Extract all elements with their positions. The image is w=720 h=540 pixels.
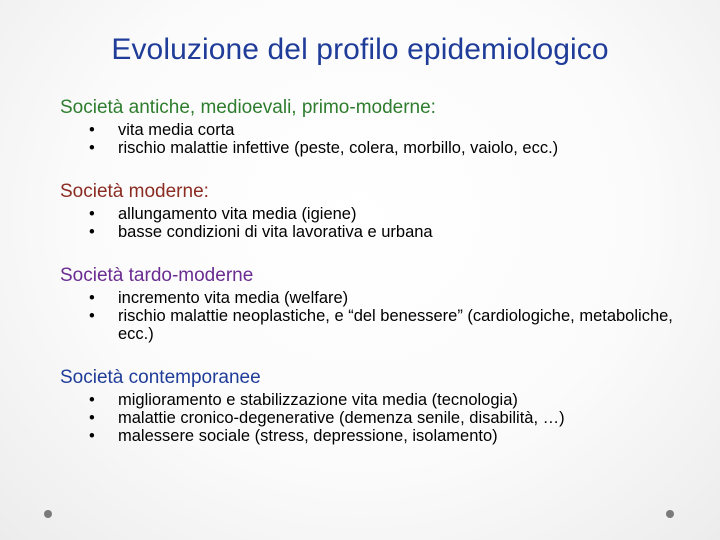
decorative-dot-icon <box>666 510 674 518</box>
list-item <box>60 289 700 307</box>
bullet-list <box>60 289 700 343</box>
list-item-text: vita media corta <box>118 121 235 139</box>
list-item-text: miglioramento e stabilizzazione vita media (tecnologia) <box>118 391 518 409</box>
bullet-icon: • <box>89 121 95 139</box>
bullet-icon: • <box>89 391 95 409</box>
section-contemporary <box>60 367 700 445</box>
list-item <box>60 307 700 343</box>
bullet-icon: • <box>89 139 95 157</box>
list-item-text: allungamento vita media (igiene) <box>118 205 357 223</box>
section-late-modern <box>60 265 700 343</box>
bullet-icon: • <box>89 223 95 241</box>
list-item <box>60 121 700 139</box>
list-item-text: malattie cronico-degenerative (demenza senile, disabilità, …) <box>118 409 565 427</box>
bullet-icon: • <box>89 409 95 427</box>
list-item-text: malessere sociale (stress, depressione, isolamento) <box>118 427 498 445</box>
bullet-icon: • <box>89 289 95 307</box>
bullet-list <box>60 121 700 157</box>
bullet-list <box>60 205 700 241</box>
list-item <box>60 205 700 223</box>
list-item <box>60 409 700 427</box>
list-item-text: incremento vita media (welfare) <box>118 289 349 307</box>
list-item-text: basse condizioni di vita lavorativa e urbana <box>118 223 433 241</box>
section-modern <box>60 181 700 241</box>
section-heading: Società contemporanee <box>60 367 261 388</box>
section-heading: Società moderne: <box>60 181 209 202</box>
list-item-text: rischio malattie neoplastiche, e “del benessere” (cardiologiche, metaboliche, ecc.) <box>118 307 673 343</box>
section-ancient <box>60 97 700 157</box>
bullet-list <box>60 391 700 445</box>
slide-title: Evoluzione del profilo epidemiologico <box>111 33 609 66</box>
list-item <box>60 427 700 445</box>
decorative-dot-icon <box>44 510 52 518</box>
bullet-icon: • <box>89 307 95 325</box>
list-item <box>60 391 700 409</box>
bullet-icon: • <box>89 205 95 223</box>
list-item-text: rischio malattie infettive (peste, colera, morbillo, vaiolo, ecc.) <box>118 139 559 157</box>
bullet-icon: • <box>89 427 95 445</box>
list-item <box>60 223 700 241</box>
section-heading: Società antiche, medioevali, primo-moderne: <box>60 97 436 118</box>
section-heading: Società tardo-moderne <box>60 265 254 286</box>
list-item <box>60 139 700 157</box>
